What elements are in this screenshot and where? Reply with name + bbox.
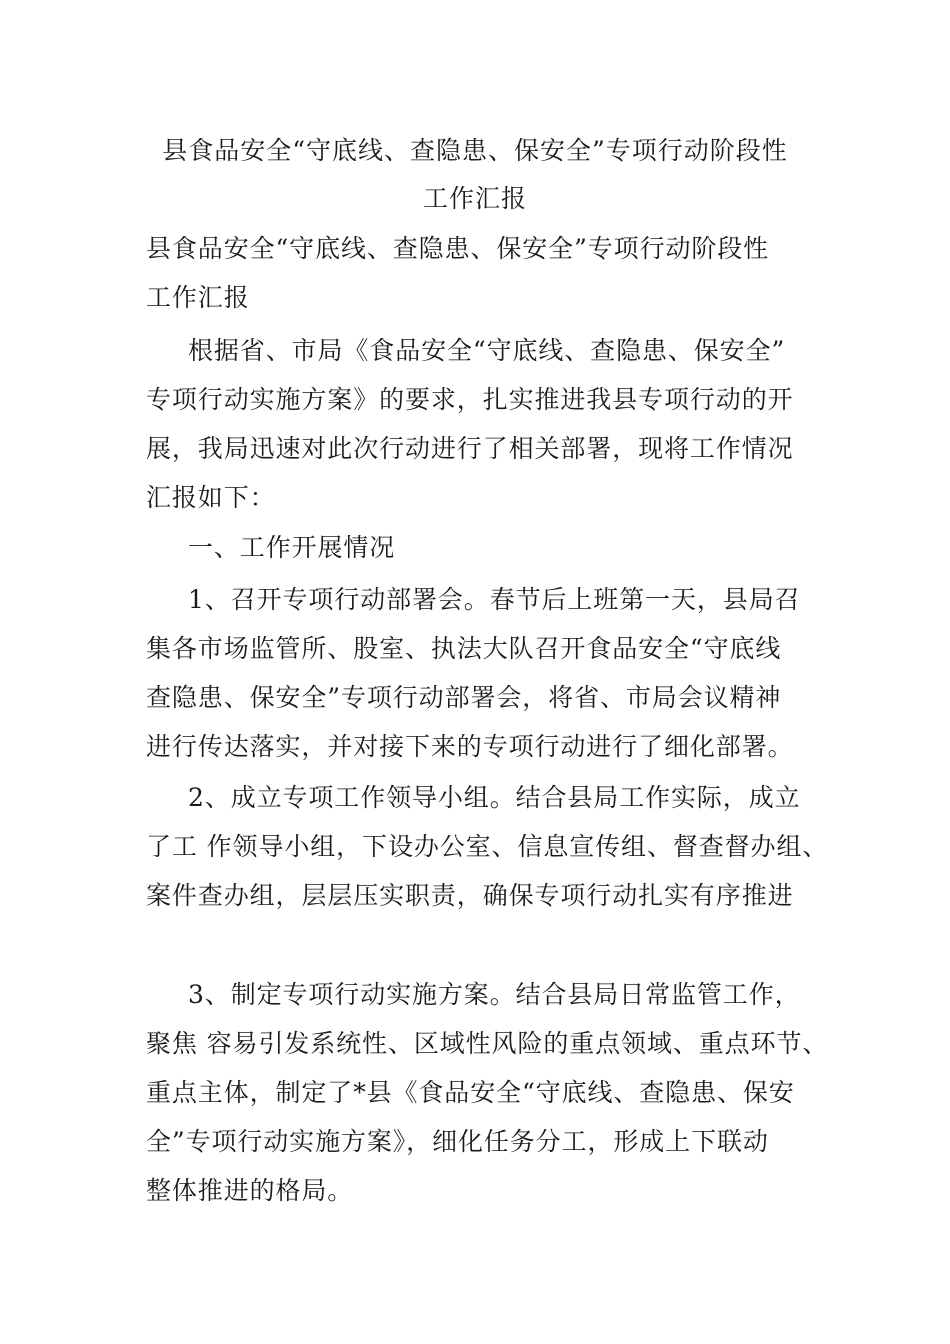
document-title-line-1: 县食品安全“守底线、查隐患、保安全”专项行动阶段性 — [162, 136, 788, 165]
body-line: 重点主体，制定了*县《食品安全“守底线、查隐患、保安 — [146, 1078, 795, 1107]
section-heading: 一、工作开展情况 — [188, 533, 396, 562]
body-line: 汇报如下： — [146, 483, 276, 512]
body-line: 查隐患、保安全”专项行动部署会，将省、市局会议精神 — [146, 683, 782, 712]
body-line: 1、召开专项行动部署会。春节后上班第一天，县局召 — [188, 585, 801, 614]
body-line: 根据省、市局《食品安全“守底线、查隐患、保安全” — [188, 336, 786, 365]
document-title-line-2: 工作汇报 — [422, 184, 527, 213]
body-line: 县食品安全“守底线、查隐患、保安全”专项行动阶段性 — [146, 234, 770, 263]
body-line: 3、制定专项行动实施方案。结合县局日常监管工作， — [188, 980, 801, 1009]
body-line: 案件查办组，层层压实职责，确保专项行动扎实有序推进 — [146, 881, 794, 910]
body-line: 整体推进的格局。 — [146, 1176, 354, 1205]
body-line: 聚焦 容易引发系统性、区域性风险的重点领域、重点环节、 — [146, 1029, 829, 1058]
body-line: 了工 作领导小组，下设办公室、信息宣传组、督查督办组、 — [146, 832, 829, 861]
body-line: 展，我局迅速对此次行动进行了相关部署，现将工作情况 — [146, 434, 794, 463]
body-line: 专项行动实施方案》的要求，扎实推进我县专项行动的开 — [146, 385, 794, 414]
body-line: 集各市场监管所、股室、执法大队召开食品安全“守底线 — [146, 634, 782, 663]
body-line: 进行传达落实，并对接下来的专项行动进行了细化部署。 — [146, 732, 794, 761]
body-line: 全”专项行动实施方案》，细化任务分工，形成上下联动 — [146, 1127, 769, 1156]
body-line: 工作汇报 — [146, 283, 250, 312]
body-line: 2、成立专项工作领导小组。结合县局工作实际，成立 — [188, 783, 801, 812]
